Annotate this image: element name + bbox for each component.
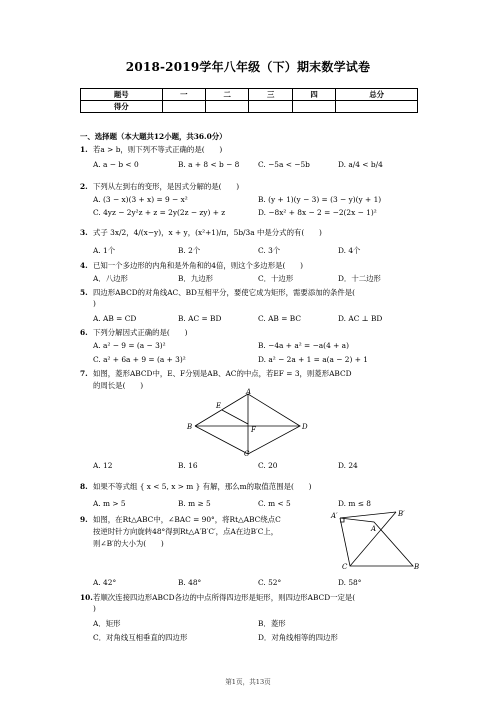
score-cell bbox=[206, 101, 249, 113]
label-c: C bbox=[244, 450, 250, 456]
score-cell bbox=[292, 101, 335, 113]
option-c: C. a² + 6a + 9 = (a + 3)² bbox=[93, 355, 186, 364]
option-a: A. 42° bbox=[93, 578, 117, 587]
option-a: A．矩形 bbox=[93, 619, 121, 628]
option-b: B．菱形 bbox=[258, 619, 286, 628]
question-number: 4. bbox=[80, 261, 88, 270]
option-a: A. (3 − x)(3 + x) = 9 − x² bbox=[93, 195, 188, 204]
score-table-score-row bbox=[81, 101, 418, 113]
option-c: C．对角线互相垂直的四边形 bbox=[93, 633, 188, 642]
question-number: 2. bbox=[80, 182, 88, 191]
score-header-cell: 三 bbox=[249, 89, 292, 101]
segment-a1b1 bbox=[340, 512, 396, 518]
option-d: D. 58° bbox=[338, 578, 362, 587]
question-10 bbox=[80, 592, 355, 603]
option-b: B．九边形 bbox=[178, 274, 213, 283]
option-c: C. 52° bbox=[258, 578, 282, 587]
question-4 bbox=[80, 260, 303, 271]
option-c: C. −5a < −5b bbox=[258, 160, 310, 169]
label-e: E bbox=[216, 402, 222, 410]
option-d: D. m ≤ 8 bbox=[338, 499, 371, 508]
question-stem: 式子 3x/2，4/(x−y)，x + y，(x²+1)/π，5b/3a 中是分式的有( ) bbox=[93, 228, 322, 237]
question-number: 1. bbox=[80, 145, 88, 154]
option-b: B. 16 bbox=[178, 461, 198, 470]
question-stem-continued: 按逆时针方向旋转48°得到Rt△A′B′C′，点A在边B′C上， bbox=[93, 527, 279, 536]
question-6 bbox=[80, 327, 187, 338]
question-number: 8. bbox=[80, 482, 88, 491]
question-stem: 如图，在Rt△ABC中，∠BAC = 90°，将Rt△ABC绕点C bbox=[93, 515, 281, 524]
question-8 bbox=[80, 481, 312, 492]
page-title: 2018-2019学年八年级（下）期末数学试卷 bbox=[125, 60, 371, 74]
option-a: A. a² − 9 = (a − 3)² bbox=[93, 341, 166, 350]
page-footer: 第1页，共13页 bbox=[225, 678, 271, 686]
option-c: C. 4yz − 2y²z + z = 2y(2z − zy) + z bbox=[93, 208, 226, 217]
option-d: D. AC ⊥ BD bbox=[338, 314, 383, 323]
score-cell bbox=[336, 101, 418, 113]
score-table bbox=[80, 88, 418, 113]
option-a: A. m > 5 bbox=[93, 499, 126, 508]
question-7 bbox=[80, 368, 352, 379]
option-d: D. 24 bbox=[338, 461, 358, 470]
label-d: D bbox=[302, 423, 308, 431]
question-3 bbox=[80, 227, 322, 238]
option-a: A. a − b < 0 bbox=[93, 160, 139, 169]
label-a: A bbox=[246, 388, 252, 396]
option-d: D. 4个 bbox=[338, 246, 361, 255]
question-stem-continued: 的周长是( ) bbox=[93, 381, 144, 390]
option-a: A．八边形 bbox=[93, 274, 128, 283]
option-b: B. 48° bbox=[178, 578, 202, 587]
option-c: C. 20 bbox=[258, 461, 278, 470]
label-a: A bbox=[371, 525, 377, 533]
option-b: B. (y + 1)(y − 3) = (3 − y)(y + 1) bbox=[258, 195, 382, 204]
score-header-cell: 四 bbox=[292, 89, 335, 101]
option-c: C. AB = BC bbox=[258, 314, 301, 323]
question-number: 10. bbox=[80, 593, 93, 602]
question-5 bbox=[80, 287, 355, 298]
rotation-figure bbox=[328, 506, 420, 570]
question-stem-continued: ) bbox=[93, 604, 96, 613]
score-header-cell: 二 bbox=[206, 89, 249, 101]
question-stem: 若a > b，则下列不等式正确的是( ) bbox=[93, 145, 223, 154]
label-a-prime: A′ bbox=[331, 512, 338, 520]
question-number: 3. bbox=[80, 228, 88, 237]
question-stem: 下列分解因式正确的是( ) bbox=[93, 328, 188, 337]
option-a: A. AB = CD bbox=[93, 314, 137, 323]
question-stem: 已知一个多边形的内角和是外角和的4倍，则这个多边形是( ) bbox=[93, 261, 304, 270]
option-b: B. m ≥ 5 bbox=[178, 499, 211, 508]
option-a: A. 1个 bbox=[93, 246, 116, 255]
label-b-prime: B′ bbox=[398, 510, 405, 518]
score-row-label: 得分 bbox=[81, 101, 163, 113]
question-stem: 若顺次连接四边形ABCD各边的中点所得四边形是矩形，则四边形ABCD一定是( bbox=[93, 593, 356, 602]
option-d: D．十二边形 bbox=[338, 274, 381, 283]
question-9 bbox=[80, 514, 281, 525]
question-1 bbox=[80, 144, 222, 155]
option-c: C. m < 5 bbox=[258, 499, 291, 508]
option-d: D. −8x² + 8x − 2 = −2(2x − 1)² bbox=[258, 208, 377, 217]
score-cell bbox=[162, 101, 205, 113]
option-b: B. 2个 bbox=[178, 246, 201, 255]
score-cell bbox=[249, 101, 292, 113]
option-a: A. 12 bbox=[93, 461, 113, 470]
triangle-outline bbox=[340, 518, 413, 566]
score-header-cell: 总分 bbox=[336, 89, 418, 101]
question-stem-continued: ) bbox=[93, 299, 96, 308]
label-b: B bbox=[187, 423, 193, 431]
question-number: 5. bbox=[80, 288, 88, 297]
label-c: C bbox=[342, 563, 348, 570]
question-number: 9. bbox=[80, 515, 88, 524]
rhombus-figure bbox=[180, 388, 310, 456]
score-table-header-row bbox=[81, 89, 418, 101]
question-stem: 如图，菱形ABCD中，E、F分别是AB、AC的中点，若EF = 3，则菱形ABCD bbox=[93, 369, 352, 378]
question-number: 7. bbox=[80, 369, 88, 378]
option-d: D．对角线相等的四边形 bbox=[258, 633, 338, 642]
option-d: D. a/4 < b/4 bbox=[338, 160, 383, 169]
question-stem: 下列从左到右的变形，是因式分解的是( ) bbox=[93, 182, 240, 191]
option-c: C．十边形 bbox=[258, 274, 294, 283]
question-2 bbox=[80, 181, 239, 192]
option-d: D. a² − 2a + 1 = a(a − 2) + 1 bbox=[258, 355, 368, 364]
segment-ef bbox=[222, 410, 248, 424]
option-c: C. 3个 bbox=[258, 246, 281, 255]
question-number: 6. bbox=[80, 328, 88, 337]
score-header-cell: 一 bbox=[162, 89, 205, 101]
label-b: B bbox=[414, 563, 420, 570]
question-stem: 四边形ABCD的对角线AC、BD互相平分，要使它成为矩形，需要添加的条件是( bbox=[93, 288, 356, 297]
label-f: F bbox=[251, 426, 256, 434]
question-stem-continued: 则∠B′的大小为( ) bbox=[93, 539, 164, 548]
option-b: B. AC = BD bbox=[178, 314, 222, 323]
option-b: B. a + 8 < b − 8 bbox=[178, 160, 240, 169]
score-header-cell: 题号 bbox=[81, 89, 163, 101]
option-b: B. −4a + a² = −a(4 + a) bbox=[258, 341, 349, 350]
section-heading: 一、选择题（本大题共12小题，共36.0分） bbox=[80, 132, 227, 141]
question-stem: 如果不等式组 { x < 5, x > m } 有解，那么m的取值范围是( ) bbox=[93, 482, 312, 491]
